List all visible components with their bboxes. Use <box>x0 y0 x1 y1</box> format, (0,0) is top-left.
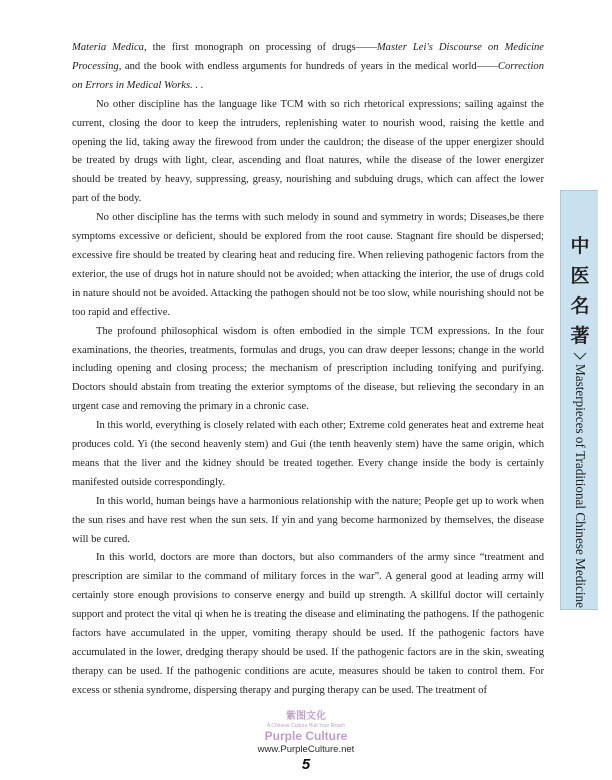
paragraph-5: In this world, everything is closely related with each other; Extreme cold generates heat and extreme heat produces cold. Yi (the second heavenly stem) and Gui (the tenth heavenly stem) have the same origin, which means that the liver and the kidney should be treated together. Every change inside the body is certainly manifested outside correspondingly. <box>72 420 544 488</box>
page-number: 5 <box>301 756 311 773</box>
body-text <box>72 39 544 701</box>
footer-url: www.PurpleCulture.net <box>257 744 355 755</box>
side-title-tab <box>560 190 598 610</box>
paragraph-2: No other discipline has the language like TCM with so rich rhetorical expressions; sailing against the current, closing the door to keep the intruders, replenishing water to nourish wood, raising the kettle and opening the lid, taking away the firewood from under the cauldron; the disease of the upper energizer should be treated by drugs with light, clear, ascending and float natures, while the disease of the lower energizer should be treated by heavy, suppressing, greasy, nourishing and subduing drugs, which can affect the lower part of the body. <box>72 98 544 205</box>
book-title-materia-medica: Materia Medica <box>72 42 144 53</box>
paragraph-4: The profound philosophical wisdom is often embodied in the simple TCM expressions. In the four examinations, the theories, treatments, formulas and drugs, you can draw deeper lessons; change in the world including opening and closing process; the mechanism of prescription including tonifying and purifying. Doctors should abstain from treating the exterior symptoms of the disease, but relieving the secondary in an urgent case and removing the primary in a chronic case. <box>72 325 544 413</box>
side-chinese-title: 中医名著 <box>570 235 590 347</box>
side-english-title: Masterpieces of Traditional Chinese Medicine <box>573 364 588 608</box>
book-title-master-lei: Master Lei's Discourse on Medicine Processing <box>72 42 545 72</box>
book-title-correction: Correction on Errors in Medical Works. . . <box>72 60 544 91</box>
side-divider-icon <box>573 351 587 363</box>
paragraph-7: In this world, doctors are more than doctors, but also commanders of the army since “treatment and prescription are similar to the command of military forces in the war”. A general good at leading army will certainly store enough provisions to conserve energy and build up strength. A skillful doctor will certainly support and protect the vital qi when he is treating the disease and eliminating the pathogens. If the pathogenic factors have accumulated in the upper, vomiting therapy should be used. If the pathogenic factors have accumulated in the lower, dredging therapy should be used. If the pathogenic factors are in the skin, sweating therapy can be used. If the pathogenic conditions are acute, measures should be taken to control them. For excess or sthenia syndrome, dispersing therapy and purging therapy can be used. The treatment of <box>72 552 544 696</box>
purple-culture-watermark: 紫图文化 A Chinese Culture Hub Your Reach Purple Culture <box>264 711 348 743</box>
paragraph-3: No other discipline has the terms with such melody in sound and symmetry in words; Diseases,be there symptoms excessive or deficient, should be explored from the root cause. Stagnant fire should be dispersed; excessive fire should be treated by clearing heat and reducing fire. When relieving pathogenic factors from the exterior, the use of drugs hot in nature should not be avoided; when attacking the interior, the use of drugs cold in nature should not be avoided. Attacking the pathogen should not be too slow, while nourishing should not be too rapid and effective. <box>72 212 544 318</box>
paragraph-1: Materia Medica, the first monograph on processing of drugs——Master Lei's Discourse on Medicine Processing, and the book with endless arguments for hundreds of years in the medical world——Correction on Errors in Medical Works. . . <box>72 42 545 91</box>
paragraph-6: In this world, human beings have a harmonious relationship with the nature; People get up to work when the sun rises and have rest when the sun sets. If yin and yang become harmonized by themselves, the disease will be cured. <box>72 495 544 545</box>
